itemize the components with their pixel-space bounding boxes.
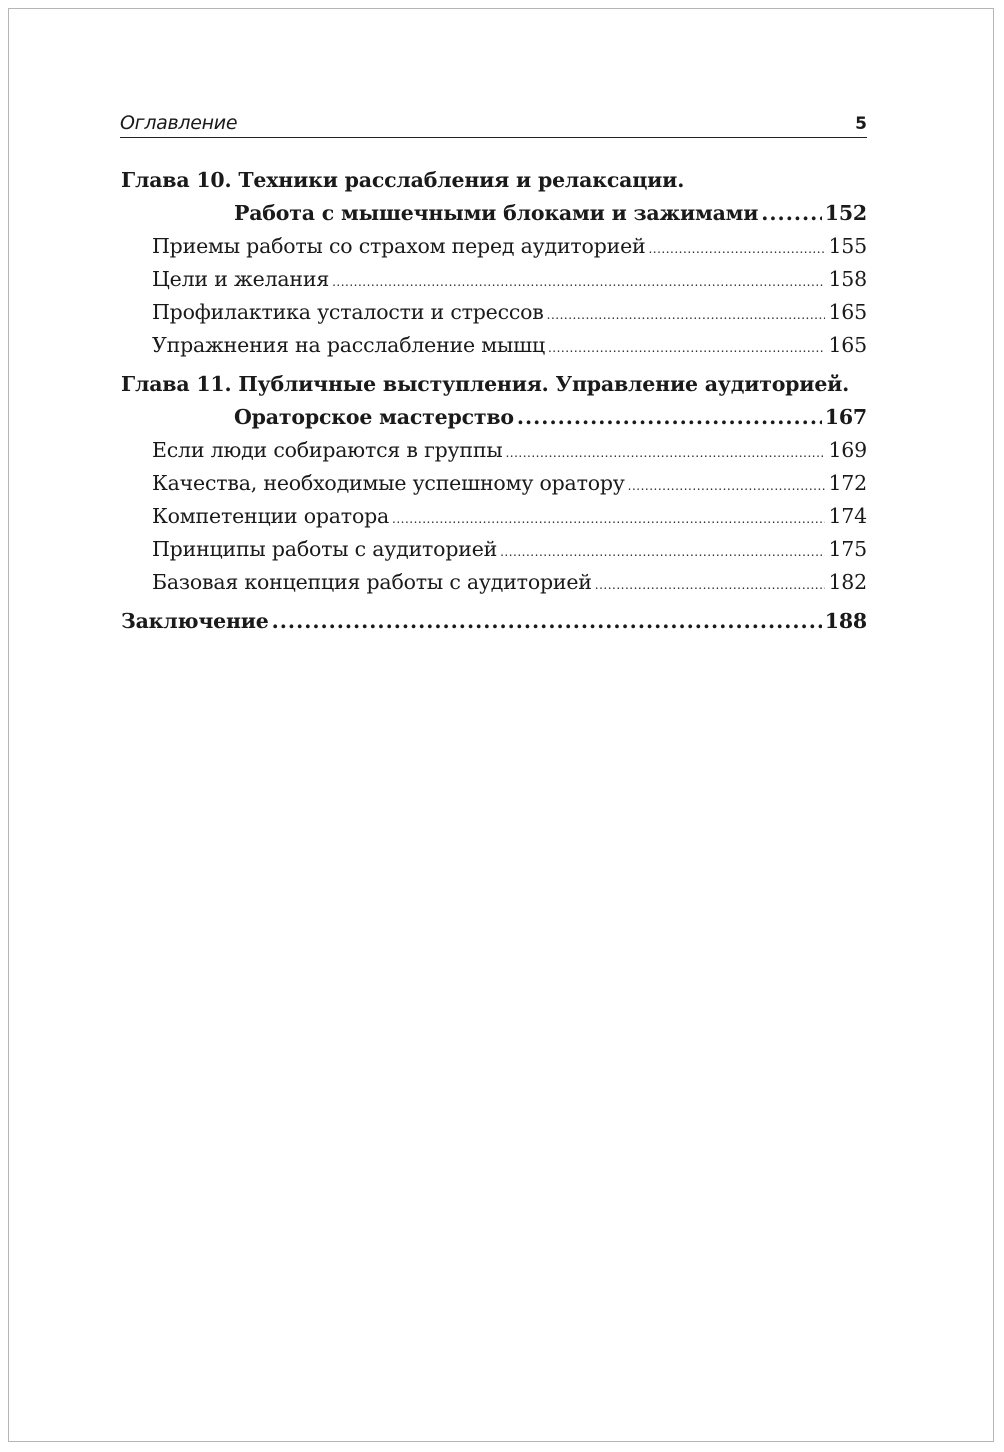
toc-chapter-11-entry[interactable]	[121, 400, 867, 434]
toc-section-title: Упражнения на расслабление мышц	[152, 333, 545, 357]
toc-section-page: 175	[828, 537, 867, 561]
toc-section-page: 165	[828, 300, 867, 324]
toc-section-page: 165	[828, 333, 867, 357]
dot-leader	[500, 536, 825, 569]
dot-leader	[628, 470, 826, 503]
toc-chapter-11-subtitle: Ораторское мастерство	[234, 405, 514, 429]
toc-chapter-10-title: Глава 10. Техники расслабления и релаксации.	[121, 168, 685, 192]
table-of-contents	[121, 164, 867, 637]
toc-chapter-11-title-line1	[121, 368, 867, 400]
toc-section-title: Базовая концепция работы с аудиторией	[152, 570, 592, 594]
dot-leader	[648, 233, 825, 266]
toc-section-page: 155	[828, 234, 867, 258]
toc-section-entry[interactable]	[121, 434, 867, 467]
dot-leader	[332, 266, 825, 299]
toc-section-entry[interactable]	[121, 467, 867, 500]
dot-leader	[547, 299, 826, 332]
toc-section-page: 158	[828, 267, 867, 291]
running-header-title: Оглавление	[120, 112, 238, 134]
toc-section-page: 172	[828, 471, 867, 495]
toc-section-title: Качества, необходимые успешному оратору	[152, 471, 625, 495]
dot-leader	[517, 400, 822, 434]
toc-section-title: Компетенции оратора	[152, 504, 390, 528]
toc-section-page: 182	[828, 570, 867, 594]
toc-chapter-10-entry[interactable]	[121, 196, 867, 230]
toc-section-entry[interactable]	[121, 296, 867, 329]
toc-chapter-10-title-line1	[121, 164, 867, 196]
toc-section-title: Приемы работы со страхом перед аудиторией	[152, 234, 646, 258]
toc-section-title: Принципы работы с аудиторией	[152, 537, 498, 561]
dot-leader	[761, 196, 822, 230]
toc-section-title: Цели и желания	[152, 267, 330, 291]
dot-leader	[505, 437, 825, 470]
toc-section-title: Профилактика усталости и стрессов	[152, 300, 544, 324]
toc-section-entry[interactable]	[121, 230, 867, 263]
toc-section-entry[interactable]	[121, 533, 867, 566]
toc-chapter-11-title: Глава 11. Публичные выступления. Управление аудиторией.	[121, 372, 850, 396]
toc-section-entry[interactable]	[121, 566, 867, 599]
toc-chapter-10-page: 152	[824, 201, 867, 225]
running-header	[120, 108, 867, 138]
toc-section-entry[interactable]	[121, 500, 867, 533]
toc-section-entry[interactable]	[121, 263, 867, 296]
toc-conclusion-title: Заключение	[121, 609, 269, 633]
toc-section-page: 169	[828, 438, 867, 462]
dot-leader	[272, 605, 822, 637]
page-number: 5	[855, 114, 867, 134]
toc-section-title: Если люди собираются в группы	[152, 438, 503, 462]
toc-chapter-11-page: 167	[824, 405, 867, 429]
dot-leader	[595, 569, 826, 602]
toc-conclusion-entry[interactable]	[121, 605, 867, 637]
toc-section-entry[interactable]	[121, 329, 867, 362]
toc-conclusion-page: 188	[824, 609, 867, 633]
toc-chapter-10-subtitle: Работа с мышечными блоками и зажимами	[234, 201, 759, 225]
dot-leader	[392, 503, 825, 536]
toc-section-page: 174	[828, 504, 867, 528]
dot-leader	[548, 332, 825, 365]
